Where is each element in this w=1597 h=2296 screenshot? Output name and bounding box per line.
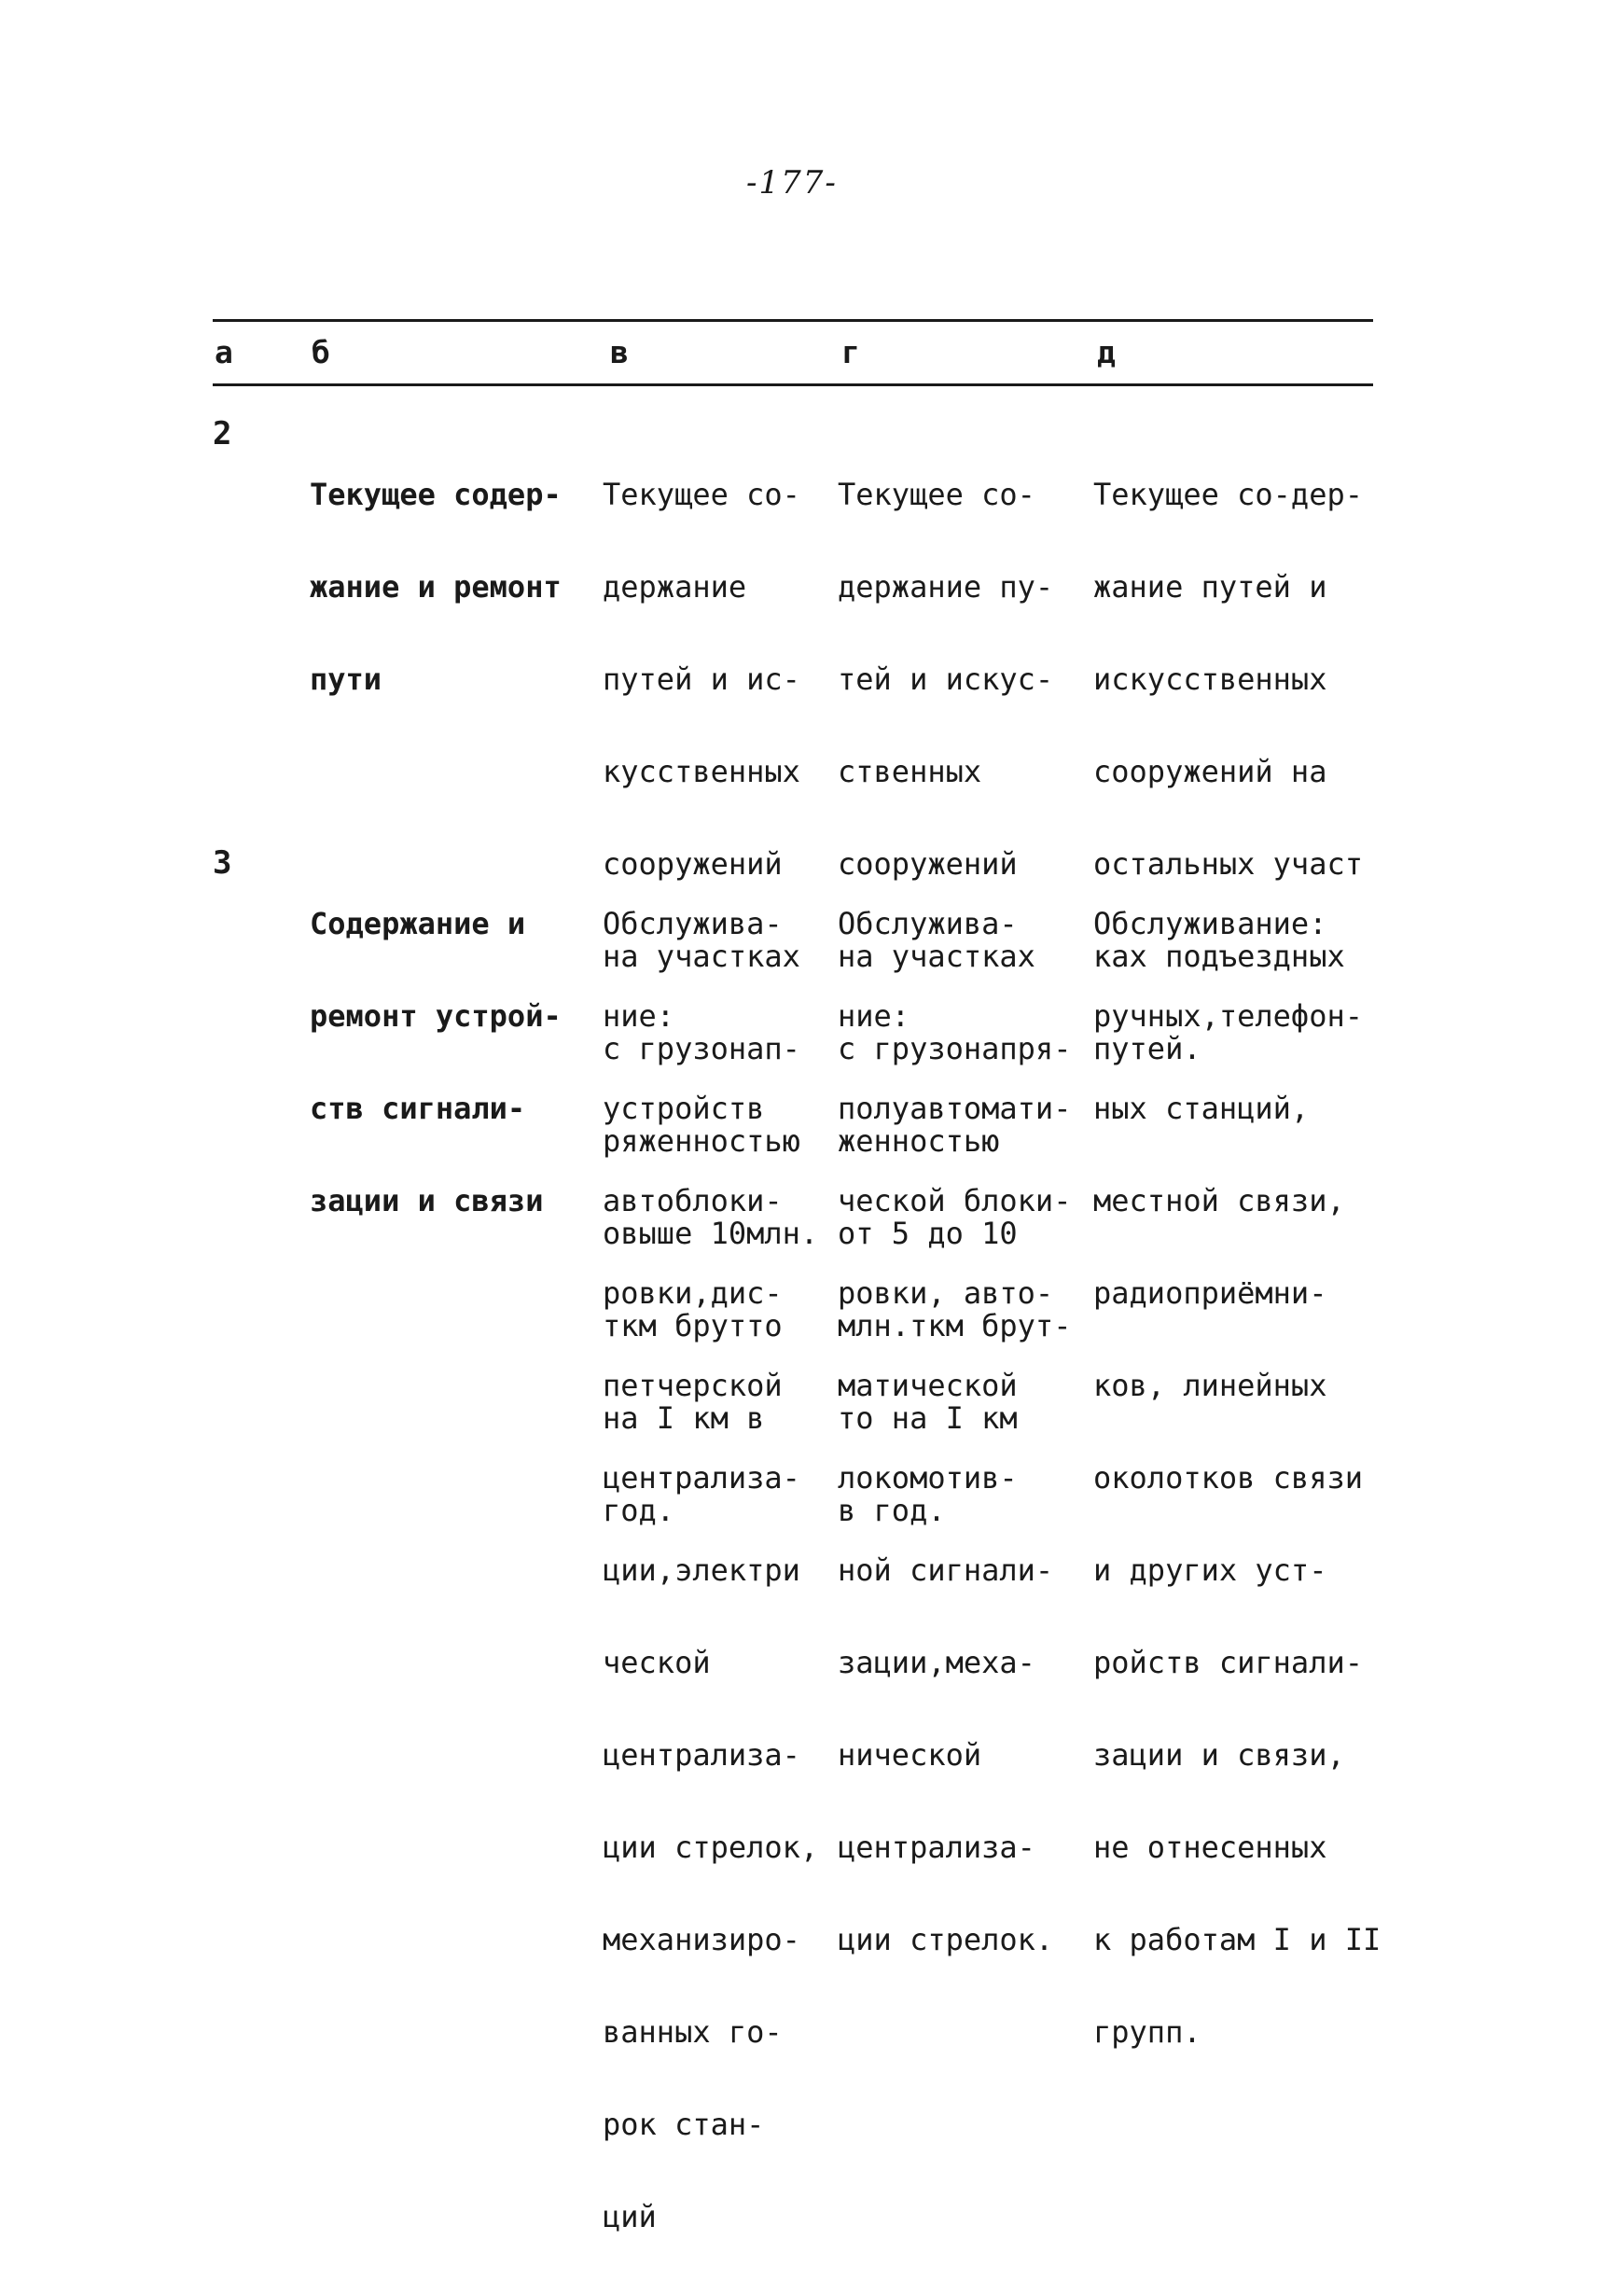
cell-line: в год. xyxy=(838,1493,946,1528)
cell-line: жание путей и xyxy=(1093,569,1327,605)
cell-line: овыше 10млн. xyxy=(603,1216,819,1251)
header-col-b: б xyxy=(312,334,330,370)
cell-line: ройств сигнали- xyxy=(1093,1645,1363,1680)
row-number: 2 xyxy=(213,415,232,452)
cell-line: ровки, авто- xyxy=(838,1275,1054,1311)
cell-line: на участках xyxy=(838,939,1035,974)
cell-line: к работам I и II xyxy=(1093,1922,1382,1957)
cell-line: ремонт устрой- xyxy=(310,998,562,1034)
cell-line: ной сигнали- xyxy=(838,1552,1054,1588)
cell-line: ств сигнали- xyxy=(310,1091,526,1126)
cell-line: держание пу- xyxy=(838,569,1054,605)
cell-line: зации,меха- xyxy=(838,1645,1035,1680)
cell-line: матической xyxy=(838,1368,1018,1403)
cell-line: год. xyxy=(603,1493,675,1528)
cell-col-b xyxy=(310,847,562,1278)
cell-line: рок стан- xyxy=(603,2107,765,2142)
cell-line: искусственных xyxy=(1093,661,1327,697)
cell-line: петчерской xyxy=(603,1368,783,1403)
header-col-v: в xyxy=(610,334,629,370)
cell-line: то на I км xyxy=(838,1400,1018,1436)
cell-line: сооружений xyxy=(838,846,1018,882)
cell-line: ков, линейных xyxy=(1093,1368,1327,1403)
cell-line: ряженностью xyxy=(603,1123,800,1159)
header-col-a: а xyxy=(215,334,233,370)
cell-col-b xyxy=(310,418,562,757)
cell-line: ческой xyxy=(603,1645,711,1680)
cell-line: женностью xyxy=(838,1123,1000,1159)
cell-line: механизиро- xyxy=(603,1922,800,1957)
cell-line: Текущее со- xyxy=(838,477,1035,512)
cell-line: не отнесенных xyxy=(1093,1830,1327,1865)
cell-line: ткм брутто xyxy=(603,1308,783,1343)
cell-line: на участках xyxy=(603,939,800,974)
cell-line: ние: xyxy=(603,998,675,1034)
cell-line: Текущее со- xyxy=(603,477,800,512)
cell-line: на I км в xyxy=(603,1400,765,1436)
cell-line: групп. xyxy=(1093,2014,1201,2050)
cell-line: сооружений xyxy=(603,846,783,882)
cell-line: Обслуживание: xyxy=(1093,906,1327,941)
cell-line: ках подъездных xyxy=(1093,939,1345,974)
cell-line: околотков связи xyxy=(1093,1460,1363,1496)
cell-col-g xyxy=(838,847,1071,2017)
cell-line: централиза- xyxy=(838,1830,1035,1865)
header-col-d: д xyxy=(1097,334,1116,370)
table-top-rule xyxy=(213,319,1373,322)
cell-line: Текущее со-дер- xyxy=(1093,477,1363,512)
cell-line: зации и связи, xyxy=(1093,1737,1345,1773)
cell-line: ции стрелок. xyxy=(838,1922,1054,1957)
cell-line: путей. xyxy=(1093,1031,1201,1066)
cell-line: ние: xyxy=(838,998,910,1034)
cell-line: автоблоки- xyxy=(603,1183,783,1218)
cell-line: Обслужива- xyxy=(838,906,1018,941)
cell-line: кусственных xyxy=(603,754,800,789)
cell-line: ровки,дис- xyxy=(603,1275,783,1311)
cell-line: радиоприёмни- xyxy=(1093,1275,1327,1311)
cell-line: ванных го- xyxy=(603,2014,783,2050)
cell-line: Обслужива- xyxy=(603,906,783,941)
cell-line: ции,электри xyxy=(603,1552,800,1588)
cell-line: Содержание и xyxy=(310,906,526,941)
cell-line: зации и связи xyxy=(310,1183,544,1218)
cell-line: тей и искус- xyxy=(838,661,1054,697)
cell-line: жание и ремонт xyxy=(310,569,562,605)
cell-line: нической xyxy=(838,1737,982,1773)
cell-line: с грузонапря- xyxy=(838,1031,1072,1066)
cell-line: держание xyxy=(603,569,747,605)
cell-line: сооружений на xyxy=(1093,754,1327,789)
cell-line: от 5 до 10 xyxy=(838,1216,1018,1251)
cell-line: и других уст- xyxy=(1093,1552,1327,1588)
cell-line: ручных,телефон- xyxy=(1093,998,1363,1034)
page-number: -177- xyxy=(746,164,838,202)
cell-line: централиза- xyxy=(603,1737,800,1773)
cell-line: ственных xyxy=(838,754,982,789)
cell-line: централиза- xyxy=(603,1460,800,1496)
cell-col-v xyxy=(603,847,818,2294)
cell-line: локомотив- xyxy=(838,1460,1018,1496)
cell-line: с грузонап- xyxy=(603,1031,800,1066)
cell-line: ций xyxy=(603,2199,657,2234)
header-col-g: г xyxy=(841,334,860,370)
cell-line: путей и ис- xyxy=(603,661,800,697)
cell-line: местной связи, xyxy=(1093,1183,1345,1218)
cell-line: млн.ткм брут- xyxy=(838,1308,1072,1343)
cell-line: полуавтомати- xyxy=(838,1091,1072,1126)
cell-line: остальных участ xyxy=(1093,846,1363,882)
cell-line: Текущее содер- xyxy=(310,477,562,512)
cell-line: ции стрелок, xyxy=(603,1830,819,1865)
cell-line: устройств xyxy=(603,1091,765,1126)
table-header-rule xyxy=(213,383,1373,386)
cell-line: пути xyxy=(310,661,382,697)
cell-line: ных станций, xyxy=(1093,1091,1310,1126)
cell-col-d xyxy=(1093,847,1381,2109)
row-number: 3 xyxy=(213,844,232,882)
cell-line: ческой блоки- xyxy=(838,1183,1072,1218)
